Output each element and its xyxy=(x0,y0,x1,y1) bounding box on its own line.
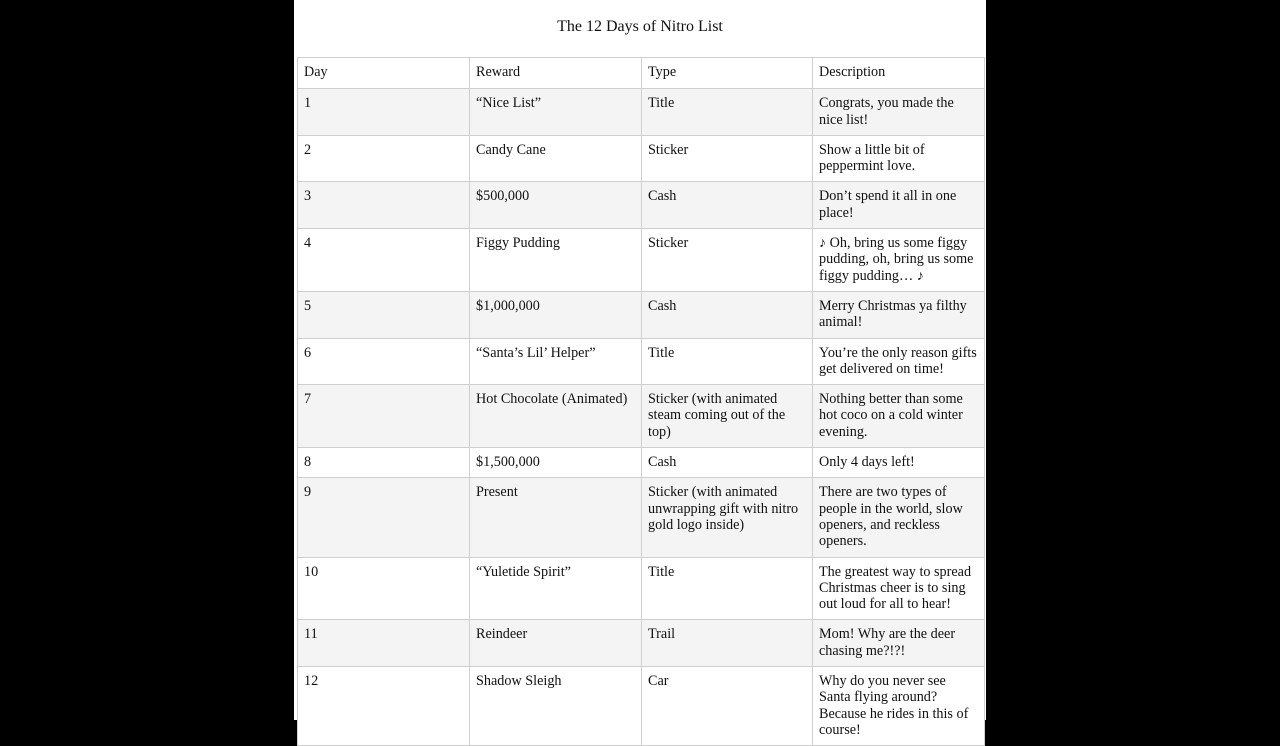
cell-day: 10 xyxy=(298,557,470,620)
cell-description: There are two types of people in the world, slow openers, and reckless openers. xyxy=(813,478,985,557)
cell-type: Sticker xyxy=(642,229,813,292)
table-row xyxy=(298,478,985,557)
table-row xyxy=(298,135,985,182)
cell-reward: $500,000 xyxy=(470,182,642,229)
table-row xyxy=(298,667,985,746)
cell-reward: “Nice List” xyxy=(470,89,642,136)
cell-day: 3 xyxy=(298,182,470,229)
table-row xyxy=(298,182,985,229)
cell-description: Nothing better than some hot coco on a cold winter evening. xyxy=(813,385,985,448)
table-row xyxy=(298,291,985,338)
table-row xyxy=(298,89,985,136)
header-type: Type xyxy=(642,58,813,89)
cell-day: 8 xyxy=(298,448,470,478)
cell-description: Why do you never see Santa flying around? Because he rides in this of course! xyxy=(813,667,985,746)
cell-type: Sticker (with animated steam coming out of the top) xyxy=(642,385,813,448)
cell-day: 2 xyxy=(298,135,470,182)
cell-reward: “Yuletide Spirit” xyxy=(470,557,642,620)
cell-type: Cash xyxy=(642,448,813,478)
cell-reward: Shadow Sleigh xyxy=(470,667,642,746)
cell-type: Trail xyxy=(642,620,813,667)
cell-description: Don’t spend it all in one place! xyxy=(813,182,985,229)
cell-description: The greatest way to spread Christmas cheer is to sing out loud for all to hear! xyxy=(813,557,985,620)
table-body xyxy=(298,89,985,746)
cell-day: 9 xyxy=(298,478,470,557)
cell-type: Cash xyxy=(642,182,813,229)
cell-description: ♪ Oh, bring us some figgy pudding, oh, bring us some figgy pudding… ♪ xyxy=(813,229,985,292)
cell-type: Cash xyxy=(642,291,813,338)
header-reward: Reward xyxy=(470,58,642,89)
cell-description: You’re the only reason gifts get delivered on time! xyxy=(813,338,985,385)
cell-reward: Hot Chocolate (Animated) xyxy=(470,385,642,448)
cell-day: 7 xyxy=(298,385,470,448)
cell-day: 4 xyxy=(298,229,470,292)
cell-day: 1 xyxy=(298,89,470,136)
cell-reward: Reindeer xyxy=(470,620,642,667)
cell-reward: “Santa’s Lil’ Helper” xyxy=(470,338,642,385)
cell-reward: $1,500,000 xyxy=(470,448,642,478)
cell-description: Merry Christmas ya filthy animal! xyxy=(813,291,985,338)
cell-type: Sticker xyxy=(642,135,813,182)
cell-description: Congrats, you made the nice list! xyxy=(813,89,985,136)
header-description: Description xyxy=(813,58,985,89)
cell-type: Title xyxy=(642,338,813,385)
cell-description: Mom! Why are the deer chasing me?!?! xyxy=(813,620,985,667)
header-day: Day xyxy=(298,58,470,89)
cell-type: Car xyxy=(642,667,813,746)
document-page xyxy=(294,0,986,738)
nitro-rewards-table xyxy=(297,57,985,746)
cell-reward: Figgy Pudding xyxy=(470,229,642,292)
table-row xyxy=(298,385,985,448)
table-row xyxy=(298,229,985,292)
cell-reward: Present xyxy=(470,478,642,557)
page-title: The 12 Days of Nitro List xyxy=(557,18,723,35)
cell-type: Sticker (with animated unwrapping gift with nitro gold logo inside) xyxy=(642,478,813,557)
cell-description: Only 4 days left! xyxy=(813,448,985,478)
cell-reward: $1,000,000 xyxy=(470,291,642,338)
table-row xyxy=(298,620,985,667)
cell-day: 5 xyxy=(298,291,470,338)
cell-type: Title xyxy=(642,89,813,136)
cell-reward: Candy Cane xyxy=(470,135,642,182)
table-row xyxy=(298,557,985,620)
cell-type: Title xyxy=(642,557,813,620)
cell-day: 6 xyxy=(298,338,470,385)
cell-day: 11 xyxy=(298,620,470,667)
table-header-row xyxy=(298,58,985,89)
table-row xyxy=(298,338,985,385)
table-row xyxy=(298,448,985,478)
cell-description: Show a little bit of peppermint love. xyxy=(813,135,985,182)
cell-day: 12 xyxy=(298,667,470,746)
